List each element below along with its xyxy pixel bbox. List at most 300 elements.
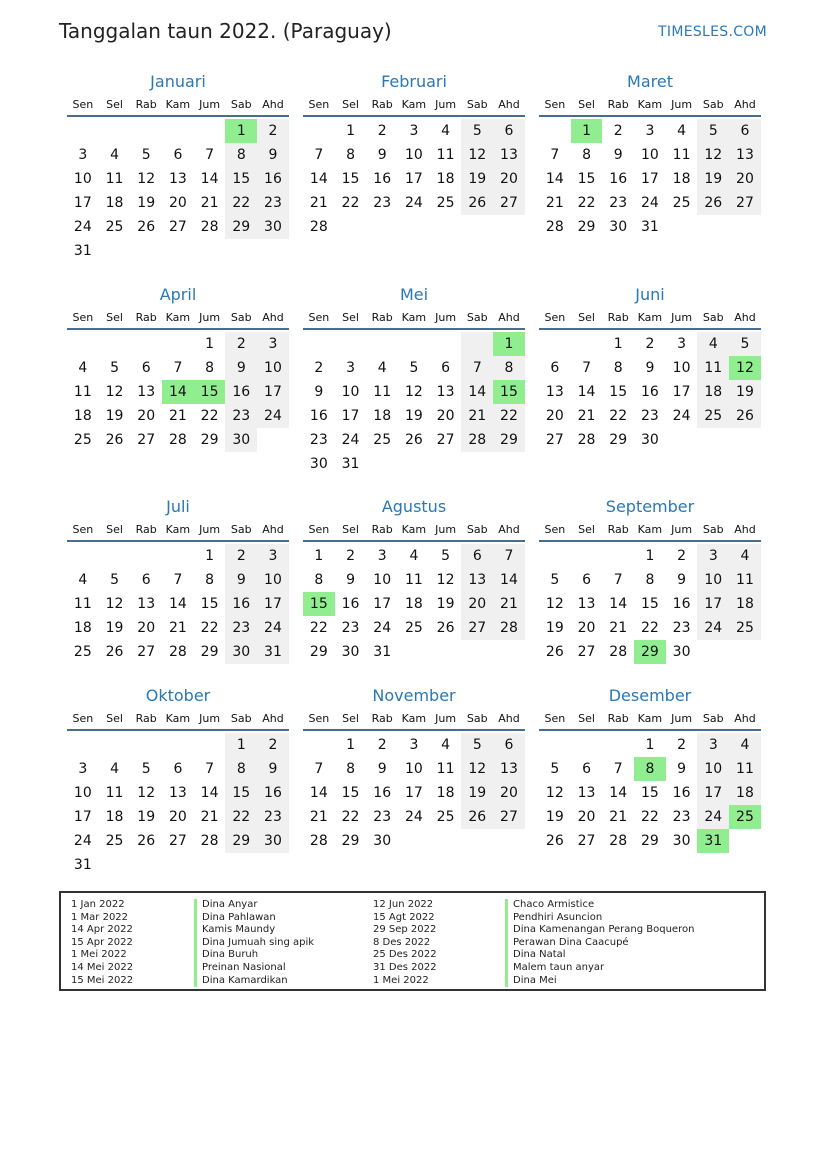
day-cell: 3 bbox=[257, 544, 289, 568]
empty-cell bbox=[257, 853, 289, 877]
empty-cell bbox=[366, 215, 398, 239]
day-cell: 3 bbox=[377, 548, 387, 564]
day-cell: 5 bbox=[441, 548, 451, 564]
day-cell: 22 bbox=[341, 195, 360, 211]
day-cell: 29 bbox=[225, 829, 257, 853]
day-cell: 18 bbox=[105, 809, 124, 825]
weekday-header bbox=[67, 707, 289, 731]
weekday-header bbox=[539, 306, 761, 330]
empty-cell bbox=[461, 640, 493, 664]
day-cell: 19 bbox=[105, 620, 124, 636]
weekday-label: Ahd bbox=[262, 711, 284, 725]
legend-entry: 14 Mei 2022 bbox=[71, 961, 134, 973]
day-grid bbox=[539, 119, 761, 239]
day-cell: 26 bbox=[545, 833, 564, 849]
day-cell: 24 bbox=[404, 809, 423, 825]
empty-cell bbox=[99, 853, 131, 877]
day-cell: 2 bbox=[225, 544, 257, 568]
empty-cell bbox=[67, 544, 99, 568]
page-title: Tanggalan taun 2022. (Paraguay) bbox=[59, 19, 392, 43]
day-cell: 7 bbox=[173, 360, 183, 376]
empty-cell bbox=[539, 733, 571, 757]
day-cell: 21 bbox=[168, 408, 187, 424]
weekday-label: Sen bbox=[72, 711, 94, 725]
day-grid bbox=[67, 733, 289, 877]
day-cell: 5 bbox=[141, 147, 151, 163]
day-cell: 17 bbox=[672, 384, 691, 400]
day-cell: 27 bbox=[168, 833, 187, 849]
day-cell: 28 bbox=[200, 219, 219, 235]
month-juni bbox=[539, 284, 761, 452]
day-cell: 31 bbox=[373, 644, 392, 660]
day-cell: 11 bbox=[73, 384, 92, 400]
day-cell: 29 bbox=[634, 640, 666, 664]
empty-cell bbox=[335, 215, 367, 239]
day-cell: 15 bbox=[577, 171, 596, 187]
month-agustus bbox=[303, 496, 525, 664]
day-cell: 20 bbox=[168, 195, 187, 211]
day-cell: 4 bbox=[78, 360, 88, 376]
day-cell: 8 bbox=[493, 356, 525, 380]
day-cell: 30 bbox=[225, 640, 257, 664]
weekday-label: Jum bbox=[671, 522, 693, 536]
day-cell: 6 bbox=[141, 572, 151, 588]
weekday-label: Sen bbox=[308, 310, 330, 324]
weekday-label: Jum bbox=[199, 310, 221, 324]
day-cell: 18 bbox=[404, 596, 423, 612]
day-cell: 16 bbox=[341, 596, 360, 612]
day-cell: 11 bbox=[729, 757, 761, 781]
legend-entry: 15 Agt 2022 bbox=[373, 911, 435, 923]
day-cell: 10 bbox=[73, 171, 92, 187]
day-cell: 18 bbox=[729, 592, 761, 616]
day-cell: 28 bbox=[200, 833, 219, 849]
weekday-label: Jum bbox=[671, 310, 693, 324]
month-mei bbox=[303, 284, 525, 476]
day-cell: 20 bbox=[729, 167, 761, 191]
day-cell: 11 bbox=[73, 596, 92, 612]
day-cell: 3 bbox=[697, 733, 729, 757]
day-cell: 17 bbox=[404, 171, 423, 187]
empty-cell bbox=[493, 215, 525, 239]
day-cell: 6 bbox=[550, 360, 560, 376]
empty-cell bbox=[303, 119, 335, 143]
day-cell: 3 bbox=[346, 360, 355, 376]
day-cell: 8 bbox=[314, 572, 324, 588]
month-name: Maret bbox=[627, 72, 673, 91]
day-cell: 5 bbox=[697, 119, 729, 143]
day-cell: 15 bbox=[194, 380, 226, 404]
day-grid bbox=[539, 332, 761, 452]
weekday-label: Kam bbox=[401, 97, 427, 111]
day-cell: 19 bbox=[729, 380, 761, 404]
day-cell: 28 bbox=[309, 219, 328, 235]
weekday-header bbox=[303, 518, 525, 542]
day-cell: 8 bbox=[634, 757, 666, 781]
day-cell: 19 bbox=[436, 596, 455, 612]
empty-cell bbox=[571, 733, 603, 757]
empty-cell bbox=[130, 733, 162, 757]
weekday-label: Kam bbox=[637, 97, 663, 111]
day-cell: 22 bbox=[640, 620, 659, 636]
day-cell: 23 bbox=[341, 620, 360, 636]
day-cell: 3 bbox=[257, 332, 289, 356]
day-cell: 1 bbox=[205, 548, 215, 564]
legend-entry: Preinan Nasional bbox=[202, 961, 286, 973]
day-cell: 8 bbox=[225, 757, 257, 781]
day-cell: 6 bbox=[493, 119, 525, 143]
day-cell: 19 bbox=[461, 167, 493, 191]
weekday-label: Rab bbox=[135, 97, 157, 111]
day-cell: 18 bbox=[697, 380, 729, 404]
weekday-label: Kam bbox=[401, 711, 427, 725]
day-cell: 25 bbox=[436, 809, 455, 825]
day-cell: 10 bbox=[257, 356, 289, 380]
day-cell: 17 bbox=[697, 781, 729, 805]
day-cell: 17 bbox=[73, 809, 92, 825]
day-cell: 13 bbox=[729, 143, 761, 167]
day-cell: 20 bbox=[577, 620, 596, 636]
month-name: Juni bbox=[635, 285, 665, 304]
weekday-label: Sen bbox=[308, 522, 330, 536]
day-cell: 18 bbox=[373, 408, 392, 424]
day-cell: 23 bbox=[609, 195, 628, 211]
month-name: Januari bbox=[150, 72, 206, 91]
weekday-header bbox=[303, 93, 525, 117]
weekday-header bbox=[67, 93, 289, 117]
day-cell: 27 bbox=[493, 191, 525, 215]
day-cell: 15 bbox=[225, 781, 257, 805]
day-cell: 14 bbox=[545, 171, 564, 187]
empty-cell bbox=[67, 733, 99, 757]
legend-entry: 31 Des 2022 bbox=[373, 961, 437, 973]
day-cell: 15 bbox=[609, 384, 628, 400]
day-cell: 17 bbox=[341, 408, 360, 424]
day-cell: 14 bbox=[168, 596, 187, 612]
day-cell: 24 bbox=[697, 805, 729, 829]
day-cell: 27 bbox=[577, 644, 596, 660]
empty-cell bbox=[130, 239, 162, 263]
day-cell: 27 bbox=[545, 432, 564, 448]
day-cell: 7 bbox=[582, 360, 591, 376]
day-cell: 25 bbox=[73, 432, 92, 448]
day-cell: 24 bbox=[73, 219, 92, 235]
day-cell: 1 bbox=[205, 336, 215, 352]
day-cell: 11 bbox=[436, 761, 455, 777]
legend-left-divider bbox=[194, 899, 197, 987]
legend-entry: Dina Mei bbox=[513, 974, 557, 986]
day-cell: 16 bbox=[672, 596, 691, 612]
weekday-header bbox=[67, 518, 289, 542]
day-cell: 7 bbox=[461, 356, 493, 380]
day-cell: 17 bbox=[373, 596, 392, 612]
day-grid bbox=[539, 733, 761, 853]
day-cell: 31 bbox=[640, 219, 659, 235]
day-cell: 20 bbox=[461, 592, 493, 616]
day-cell: 31 bbox=[73, 243, 92, 259]
day-cell: 24 bbox=[257, 404, 289, 428]
day-cell: 13 bbox=[493, 143, 525, 167]
month-name: Desember bbox=[608, 686, 692, 705]
day-cell: 13 bbox=[577, 596, 596, 612]
day-cell: 21 bbox=[545, 195, 564, 211]
empty-cell bbox=[461, 215, 493, 239]
weekday-label: Sen bbox=[544, 522, 566, 536]
weekday-label: Sen bbox=[308, 97, 330, 111]
day-cell: 13 bbox=[137, 384, 156, 400]
weekday-label: Kam bbox=[165, 711, 191, 725]
legend-entry: Pendhiri Asuncion bbox=[513, 911, 603, 923]
day-cell: 12 bbox=[461, 757, 493, 781]
day-cell: 27 bbox=[729, 191, 761, 215]
day-cell: 13 bbox=[137, 596, 156, 612]
day-cell: 25 bbox=[729, 805, 761, 829]
day-cell: 5 bbox=[110, 572, 119, 588]
empty-cell bbox=[697, 640, 729, 664]
day-cell: 9 bbox=[225, 568, 257, 592]
day-cell: 2 bbox=[377, 737, 387, 753]
day-cell: 16 bbox=[373, 171, 392, 187]
legend-left-names bbox=[202, 899, 314, 987]
legend-entry: 29 Sep 2022 bbox=[373, 924, 437, 936]
day-cell: 19 bbox=[461, 781, 493, 805]
day-cell: 10 bbox=[404, 147, 423, 163]
day-cell: 8 bbox=[225, 143, 257, 167]
empty-cell bbox=[130, 853, 162, 877]
day-cell: 3 bbox=[409, 123, 419, 139]
day-cell: 1 bbox=[225, 733, 257, 757]
weekday-label: Jum bbox=[435, 97, 457, 111]
empty-cell bbox=[194, 119, 226, 143]
weekday-label: Rab bbox=[371, 522, 393, 536]
weekday-label: Ahd bbox=[498, 711, 520, 725]
day-cell: 5 bbox=[461, 119, 493, 143]
day-cell: 9 bbox=[377, 147, 387, 163]
weekday-label: Sab bbox=[230, 711, 252, 725]
day-cell: 2 bbox=[677, 737, 687, 753]
legend-entry: 8 Des 2022 bbox=[373, 936, 431, 948]
day-cell: 5 bbox=[409, 360, 419, 376]
weekday-label: Ahd bbox=[262, 522, 284, 536]
day-cell: 15 bbox=[341, 785, 360, 801]
weekday-label: Kam bbox=[165, 310, 191, 324]
empty-cell bbox=[99, 119, 131, 143]
legend-right-dates bbox=[373, 899, 437, 987]
empty-cell bbox=[430, 452, 462, 476]
day-cell: 3 bbox=[78, 761, 88, 777]
day-cell: 30 bbox=[309, 456, 328, 472]
legend-entry: Dina Natal bbox=[513, 949, 566, 961]
month-name: Februari bbox=[381, 72, 447, 91]
day-grid bbox=[303, 733, 525, 853]
day-grid bbox=[539, 544, 761, 664]
weekday-label: Ahd bbox=[734, 97, 756, 111]
day-cell: 3 bbox=[78, 147, 88, 163]
day-cell: 10 bbox=[672, 360, 691, 376]
day-cell: 10 bbox=[404, 761, 423, 777]
empty-cell bbox=[697, 215, 729, 239]
empty-cell bbox=[303, 332, 335, 356]
day-cell: 13 bbox=[577, 785, 596, 801]
day-cell: 16 bbox=[609, 171, 628, 187]
day-cell: 25 bbox=[672, 195, 691, 211]
day-cell: 15 bbox=[640, 785, 659, 801]
weekday-label: Jum bbox=[199, 97, 221, 111]
day-cell: 25 bbox=[105, 833, 124, 849]
weekday-label: Ahd bbox=[734, 711, 756, 725]
empty-cell bbox=[430, 829, 462, 853]
day-cell: 12 bbox=[697, 143, 729, 167]
day-cell: 20 bbox=[137, 620, 156, 636]
day-cell: 26 bbox=[461, 191, 493, 215]
empty-cell bbox=[366, 332, 398, 356]
weekday-label: Sen bbox=[544, 97, 566, 111]
day-cell: 15 bbox=[640, 596, 659, 612]
day-cell: 7 bbox=[314, 761, 324, 777]
day-cell: 6 bbox=[493, 733, 525, 757]
day-cell: 26 bbox=[461, 805, 493, 829]
weekday-label: Sab bbox=[466, 97, 488, 111]
day-cell: 12 bbox=[404, 384, 423, 400]
day-cell: 2 bbox=[257, 733, 289, 757]
day-cell: 9 bbox=[645, 360, 655, 376]
weekday-label: Sab bbox=[230, 522, 252, 536]
legend-entry: 1 Mar 2022 bbox=[71, 911, 129, 923]
day-cell: 26 bbox=[697, 191, 729, 215]
day-cell: 9 bbox=[257, 143, 289, 167]
day-cell: 12 bbox=[545, 785, 564, 801]
day-cell: 24 bbox=[404, 195, 423, 211]
day-cell: 30 bbox=[609, 219, 628, 235]
weekday-label: Ahd bbox=[734, 310, 756, 324]
empty-cell bbox=[130, 332, 162, 356]
day-cell: 23 bbox=[672, 620, 691, 636]
day-cell: 22 bbox=[200, 620, 219, 636]
weekday-label: Kam bbox=[401, 310, 427, 324]
day-cell: 23 bbox=[640, 408, 659, 424]
day-cell: 19 bbox=[545, 620, 564, 636]
day-cell: 29 bbox=[200, 432, 219, 448]
weekday-label: Kam bbox=[637, 522, 663, 536]
day-cell: 16 bbox=[672, 785, 691, 801]
day-cell: 30 bbox=[341, 644, 360, 660]
day-cell: 6 bbox=[173, 761, 183, 777]
day-cell: 28 bbox=[493, 616, 525, 640]
day-cell: 23 bbox=[373, 195, 392, 211]
day-cell: 16 bbox=[257, 781, 289, 805]
empty-cell bbox=[335, 332, 367, 356]
day-cell: 8 bbox=[613, 360, 623, 376]
day-cell: 16 bbox=[309, 408, 328, 424]
day-cell: 4 bbox=[729, 544, 761, 568]
day-cell: 15 bbox=[200, 596, 219, 612]
day-cell: 27 bbox=[577, 833, 596, 849]
day-cell: 23 bbox=[257, 191, 289, 215]
weekday-label: Sel bbox=[342, 310, 359, 324]
weekday-label: Kam bbox=[165, 97, 191, 111]
day-cell: 4 bbox=[110, 147, 119, 163]
legend-entry: 14 Apr 2022 bbox=[71, 924, 133, 936]
month-name: September bbox=[605, 497, 695, 516]
weekday-label: Ahd bbox=[498, 97, 520, 111]
day-cell: 31 bbox=[697, 829, 729, 853]
day-cell: 22 bbox=[225, 191, 257, 215]
weekday-label: Sab bbox=[230, 97, 252, 111]
empty-cell bbox=[99, 239, 131, 263]
legend-entry: 12 Jun 2022 bbox=[373, 899, 434, 910]
day-cell: 20 bbox=[168, 809, 187, 825]
day-cell: 14 bbox=[461, 380, 493, 404]
day-cell: 20 bbox=[137, 408, 156, 424]
empty-cell bbox=[162, 119, 194, 143]
weekday-label: Sel bbox=[578, 711, 595, 725]
legend-entry: 15 Mei 2022 bbox=[71, 974, 134, 986]
brand-link[interactable]: TIMESLES.COM bbox=[658, 24, 767, 40]
day-cell: 15 bbox=[341, 171, 360, 187]
day-cell: 5 bbox=[550, 572, 560, 588]
empty-cell bbox=[366, 452, 398, 476]
legend-entry: Dina Buruh bbox=[202, 949, 259, 961]
weekday-label: Sen bbox=[72, 97, 94, 111]
day-cell: 10 bbox=[257, 568, 289, 592]
day-cell: 27 bbox=[137, 644, 156, 660]
empty-cell bbox=[493, 829, 525, 853]
day-cell: 24 bbox=[640, 195, 659, 211]
day-cell: 13 bbox=[545, 384, 564, 400]
weekday-header bbox=[539, 707, 761, 731]
month-desember bbox=[539, 685, 761, 853]
day-cell: 22 bbox=[609, 408, 628, 424]
day-cell: 4 bbox=[729, 733, 761, 757]
day-cell: 17 bbox=[257, 592, 289, 616]
weekday-label: Sel bbox=[106, 711, 123, 725]
empty-cell bbox=[130, 119, 162, 143]
day-cell: 28 bbox=[461, 428, 493, 452]
legend-entry: 1 Mei 2022 bbox=[373, 974, 429, 986]
day-cell: 15 bbox=[225, 167, 257, 191]
weekday-header bbox=[539, 93, 761, 117]
day-cell: 24 bbox=[73, 833, 92, 849]
day-cell: 9 bbox=[314, 384, 324, 400]
day-cell: 26 bbox=[729, 404, 761, 428]
day-cell: 19 bbox=[137, 809, 156, 825]
day-cell: 16 bbox=[640, 384, 659, 400]
day-cell: 21 bbox=[577, 408, 596, 424]
day-cell: 15 bbox=[493, 380, 525, 404]
day-cell: 1 bbox=[613, 336, 623, 352]
day-grid bbox=[67, 119, 289, 263]
day-cell: 13 bbox=[436, 384, 455, 400]
day-cell: 13 bbox=[168, 171, 187, 187]
day-cell: 1 bbox=[645, 548, 655, 564]
weekday-label: Rab bbox=[607, 522, 629, 536]
day-cell: 21 bbox=[493, 592, 525, 616]
day-cell: 31 bbox=[257, 640, 289, 664]
weekday-label: Sel bbox=[578, 522, 595, 536]
empty-cell bbox=[666, 428, 698, 452]
day-cell: 11 bbox=[404, 572, 423, 588]
legend-right-names bbox=[513, 899, 694, 987]
month-maret bbox=[539, 71, 761, 239]
weekday-label: Sen bbox=[308, 711, 330, 725]
day-cell: 6 bbox=[173, 147, 183, 163]
weekday-label: Sab bbox=[466, 711, 488, 725]
weekday-label: Sel bbox=[342, 522, 359, 536]
day-cell: 26 bbox=[404, 432, 423, 448]
day-cell: 25 bbox=[697, 404, 729, 428]
day-grid bbox=[67, 544, 289, 664]
day-cell: 24 bbox=[257, 616, 289, 640]
